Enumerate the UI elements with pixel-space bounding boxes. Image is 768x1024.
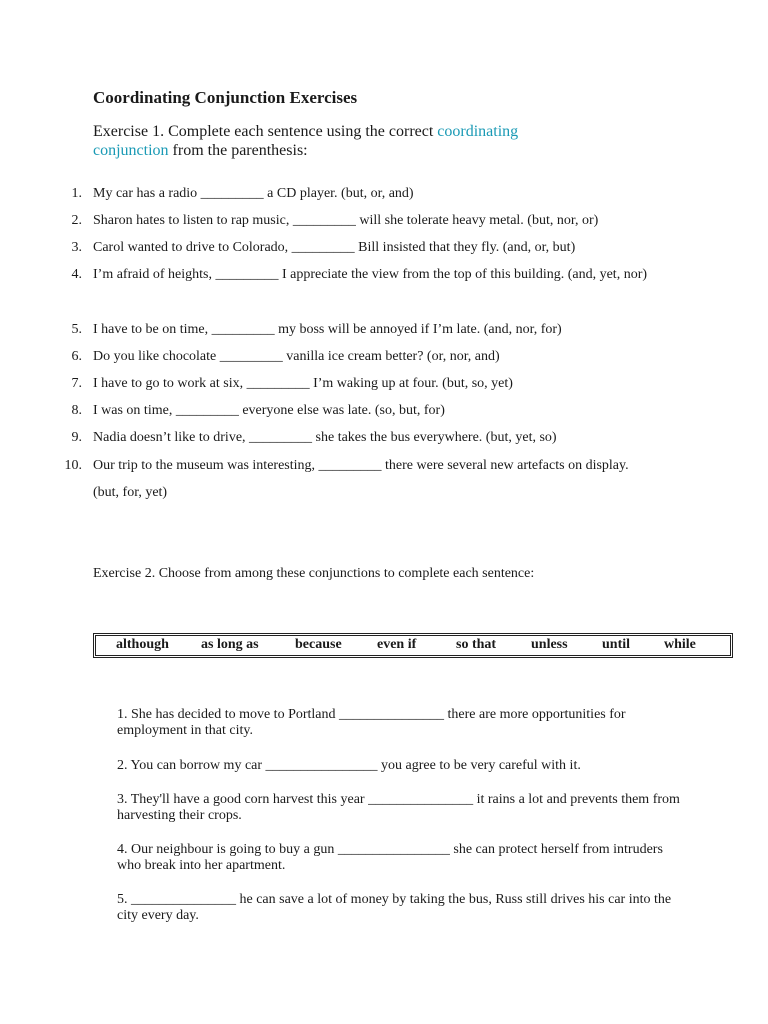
- item-number: 1.: [71, 186, 82, 201]
- item-text: I have to be on time, _________ my boss will be annoyed if I’m late. (and, nor, for): [93, 322, 562, 337]
- item-text: Nadia doesn’t like to drive, _________ she takes the bus everywhere. (but, yet, so): [93, 430, 557, 445]
- word-bank-item: unless: [531, 637, 568, 652]
- exercise2-instruction: Exercise 2. Choose from among these conjunctions to complete each sentence:: [93, 566, 535, 581]
- item-text: Sharon hates to listen to rap music, _________ will she tolerate heavy metal. (but, nor, or): [93, 213, 599, 228]
- word-bank-item: as long as: [201, 637, 259, 652]
- item-number: 7.: [71, 376, 82, 391]
- list-item: 4. Our neighbour is going to buy a gun ________________ she can protect herself from intruders who break into her apartment.: [117, 842, 663, 873]
- item-text: My car has a radio _________ a CD player. (but, or, and): [93, 186, 414, 201]
- item-text: I was on time, _________ everyone else was late. (so, but, for): [93, 403, 445, 418]
- item-text: Do you like chocolate _________ vanilla ice cream better? (or, nor, and): [93, 349, 500, 364]
- exercise1-instruction: [93, 122, 573, 160]
- list-item: 1. She has decided to move to Portland _______________ there are more opportunities for employment in that city.: [117, 707, 626, 738]
- conjunction-word-bank: [93, 633, 733, 658]
- item-number: 4.: [71, 267, 82, 282]
- item-number: 2.: [71, 213, 82, 228]
- item-text: I’m afraid of heights, _________ I appreciate the view from the top of this building. (and, yet, nor): [93, 267, 648, 282]
- word-bank-item: although: [116, 637, 169, 652]
- coordinating-conjunction-link[interactable]: coordinating conjunction: [93, 123, 519, 159]
- exercise1-instruction-end: from the parenthesis:: [168, 142, 308, 159]
- item-number: 3.: [71, 240, 82, 255]
- word-bank-item: until: [602, 637, 631, 652]
- word-bank-item: because: [295, 637, 342, 652]
- item-number: 6.: [71, 349, 82, 364]
- item-text: Our trip to the museum was interesting, _________ there were several new artefacts on display. (but, for, yet): [93, 458, 629, 500]
- item-number: 9.: [71, 430, 82, 445]
- item-text: I have to go to work at six, _________ I’m waking up at four. (but, so, yet): [93, 376, 513, 391]
- page-title: Coordinating Conjunction Exercises: [93, 88, 358, 107]
- item-number: 5.: [71, 322, 82, 337]
- exercise1-instruction-start: Exercise 1. Complete each sentence using the correct: [93, 123, 438, 140]
- list-item: 2. You can borrow my car ________________ you agree to be very careful with it.: [117, 758, 581, 773]
- list-item: 3. They'll have a good corn harvest this year _______________ it rains a lot and prevents them from harvesting their crops.: [117, 792, 680, 823]
- item-text: Carol wanted to drive to Colorado, _________ Bill insisted that they fly. (and, or, but): [93, 240, 576, 255]
- list-item: 5. _______________ he can save a lot of money by taking the bus, Russ still drives his car into the city every day.: [117, 892, 672, 923]
- word-bank-item: while: [664, 637, 696, 652]
- word-bank-item: so that: [456, 637, 497, 652]
- word-bank-item: even if: [377, 637, 417, 652]
- item-number: 10.: [64, 458, 82, 473]
- item-number: 8.: [71, 403, 82, 418]
